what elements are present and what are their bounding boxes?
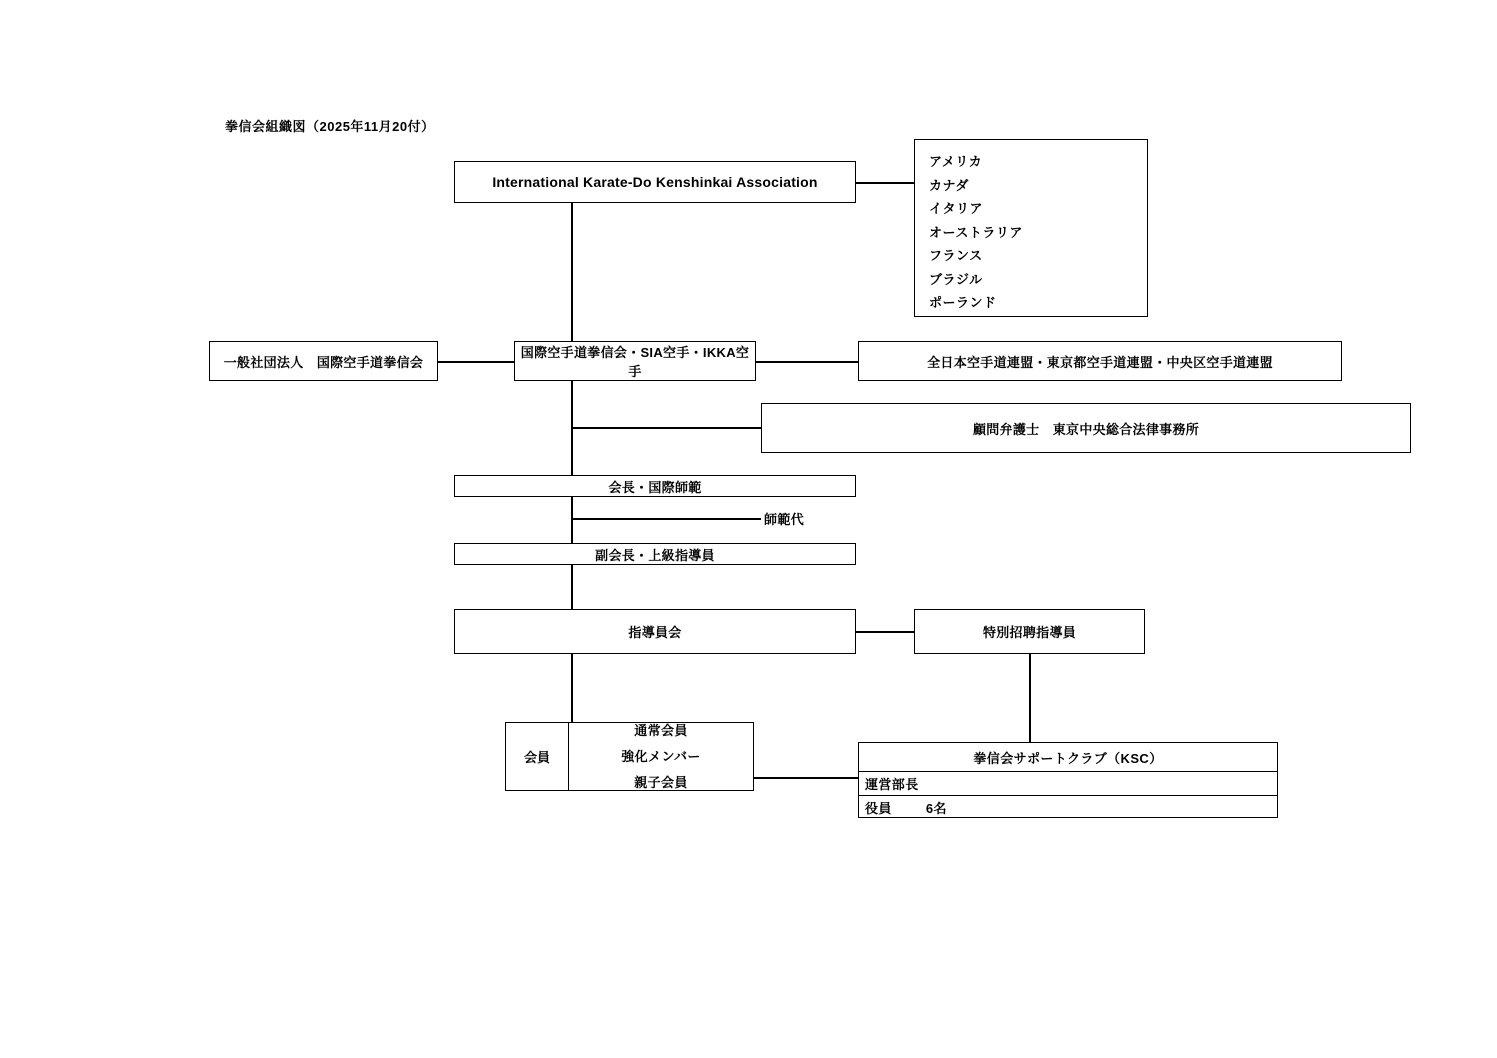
node-country-branches[interactable]: [914, 139, 1148, 317]
country-item: カナダ: [929, 177, 969, 193]
connector-vice-instructors: [571, 565, 573, 609]
connector-instructors-special: [856, 631, 914, 633]
node-legal-advisor[interactable]: 顧問弁護士 東京中央総合法律事務所: [761, 403, 1411, 453]
member-item: 強化メンバー: [621, 748, 701, 764]
connector-special-ksc: [1029, 654, 1031, 742]
node-karate-federations[interactable]: 全日本空手道連盟・東京都空手道連盟・中央区空手道連盟: [858, 341, 1342, 381]
country-item: ブラジル: [929, 271, 983, 287]
support-club-row-label: 運営部長: [865, 777, 919, 792]
country-item: オーストラリア: [929, 224, 1023, 240]
connector-international-countries: [856, 182, 914, 184]
node-special-invited-instructor[interactable]: 特別招聘指導員: [914, 609, 1145, 654]
connector-corporation-center: [438, 361, 514, 363]
support-club-row-value: 6名: [925, 801, 947, 816]
node-president[interactable]: 会長・国際師範: [454, 475, 856, 497]
page-title: 拳信会組織図（2025年11月20付）: [225, 119, 435, 134]
support-club-row-label: 役員: [865, 801, 892, 816]
member-item: 親子会員: [634, 774, 688, 790]
node-shihandai[interactable]: 師範代: [761, 509, 807, 528]
node-general-incorporated-association[interactable]: 一般社団法人 国際空手道拳信会: [209, 341, 438, 381]
connector-shihandai: [571, 518, 761, 520]
connector-international-center: [571, 203, 573, 341]
members-label: 会員: [523, 750, 550, 765]
connector-center-lawyer-h: [571, 427, 761, 429]
node-members[interactable]: [505, 722, 754, 791]
support-club-title: 拳信会サポートクラブ（KSC）: [973, 750, 1163, 766]
country-item: イタリア: [929, 201, 984, 216]
members-list: [568, 723, 753, 790]
node-international-association[interactable]: International Karate-Do Kenshinkai Association: [454, 161, 856, 203]
connector-instructors-members: [571, 654, 573, 722]
support-club-row: [859, 795, 1277, 819]
country-item: アメリカ: [929, 154, 983, 169]
connector-president-vice: [571, 497, 573, 543]
node-support-club[interactable]: [858, 742, 1278, 818]
connector-members-ksc: [754, 777, 858, 779]
support-club-row: [859, 771, 1277, 795]
node-vice-president[interactable]: 副会長・上級指導員: [454, 543, 856, 565]
member-item: 通常会員: [634, 722, 688, 738]
node-instructor-committee[interactable]: 指導員会: [454, 609, 856, 654]
country-item: ポーランド: [929, 295, 997, 310]
connector-center-federations: [756, 361, 858, 363]
node-kenshinkai-center[interactable]: 国際空手道拳信会・SIA空手・IKKA空手: [514, 341, 756, 381]
country-item: フランス: [929, 248, 983, 263]
